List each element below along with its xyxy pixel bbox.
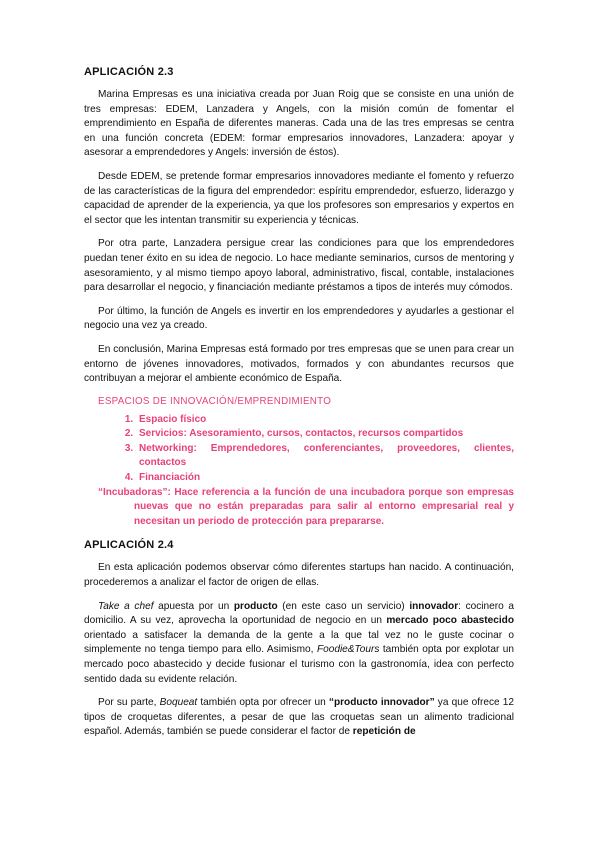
paragraph: En esta aplicación podemos observar cómo diferentes startups han nacido. A continuación, procederemos a analizar el factor de origen de ellas.: [84, 562, 514, 589]
paragraph: En conclusión, Marina Empresas está formado por tres empresas que se unen para crear un entorno de jóvenes innovadores, motivados, formados y con abundantes recursos que contribuyan a mejorar el ambiente económico de España.: [84, 343, 514, 385]
paragraph: Por último, la función de Angels es invertir en los emprendedores y ayudarles a gestionar el negocio una vez ya creado.: [84, 305, 514, 332]
text-span: innovador: [409, 600, 459, 612]
text-span: mercado poco abastecido: [386, 615, 514, 627]
text-span: ya que ofrece 12 tipos de croquetas diferentes, a pesar de que las croquetas sean un alimento tradicional español. Además, también se puede considerar el factor de: [84, 697, 515, 738]
paragraph-boqueat: [84, 696, 514, 740]
text-span: : cocinero a domicilio. A su vez, aprovecha la oportunidad de negocio en un: [84, 600, 515, 627]
text-span: Take a chef: [98, 600, 154, 612]
paragraph-take-a-chef: [84, 600, 514, 688]
text-span: también opta por explotar un mercado poco abastecido y decide fusionar el turismo con la gastronomía, idea con perfecto sentido dada su evidente relación.: [84, 644, 514, 685]
section-heading-2-3: APLICACIÓN 2.3: [84, 66, 174, 78]
paragraph: Desde EDEM, se pretende formar empresarios innovadores mediante el fomento y refuerzo de las características de la figura del emprendedor: espíritu emprendedor, esfuerzo, liderazgo y capacidad de aprender de la experiencia, ya que los profesores son empresarios y expertos en el sector que les intentan transmitir su experiencia y técnicas.: [84, 170, 514, 226]
list-item: 1. Espacio físico: [136, 413, 514, 428]
text-span: producto: [233, 600, 278, 612]
text-span: Boqueat: [159, 697, 198, 709]
text-span: “producto innovador”: [328, 697, 435, 709]
text-span: Por su parte,: [98, 697, 160, 709]
text-span: orientado a satisfacer la demanda de la gente a la que tal vez no le guste cocinar o simplemente no tenga tiempo para ello. Asimismo,: [84, 629, 514, 656]
document-page: [84, 66, 514, 749]
list-item: 2. Servicios: Asesoramiento, cursos, contactos, recursos compartidos: [136, 427, 514, 442]
list-item: 3. Networking: Emprendedores, conferenciantes, proveedores, clientes, contactos: [136, 442, 514, 471]
innovation-spaces-title: ESPACIOS DE INNOVACIÓN/EMPRENDIMIENTO: [98, 395, 332, 407]
paragraph: Por otra parte, Lanzadera persigue crear las condiciones para que los emprendedores puedan tener éxito en su idea de negocio. Lo hace mediante seminarios, cursos de mentoring y asesoramiento, y al mismo tiempo apoyo laboral, administrativo, fiscal, contable, instalaciones para desarrollar el negocio, y financiación mediante préstamos a tipos de interés muy cómodos.: [84, 238, 514, 294]
innovation-spaces-list: [84, 413, 514, 486]
text-span: también opta por ofrecer un: [197, 697, 329, 709]
paragraph: Marina Empresas es una iniciativa creada por Juan Roig que se consiste en una unión de tres empresas: EDEM, Lanzadera y Angels, con la misión común de fomentar el emprendimiento en España de diferentes maneras. Cada una de las tres empresas se centra en una función concreta (EDEM: formar empresarios innovadores, Lanzadera: apoyar y asesorar a emprendedores y Angels: inversión de éstos).: [84, 89, 514, 159]
text-span: apuesta por un: [153, 600, 234, 612]
text-span: repetición de: [352, 726, 416, 738]
incubadoras-definition: “Incubadoras”: Hace referencia a la función de una incubadora porque son empresas nuevas que no están preparadas para salir al entorno empresarial real y necesitan un periodo de protección para prepararse.: [98, 486, 514, 527]
list-item: 4. Financiación: [136, 471, 514, 486]
section-heading-2-4: APLICACIÓN 2.4: [84, 539, 174, 552]
text-span: Foodie&Tours: [316, 644, 380, 656]
text-span: (en este caso un servicio): [277, 600, 410, 612]
